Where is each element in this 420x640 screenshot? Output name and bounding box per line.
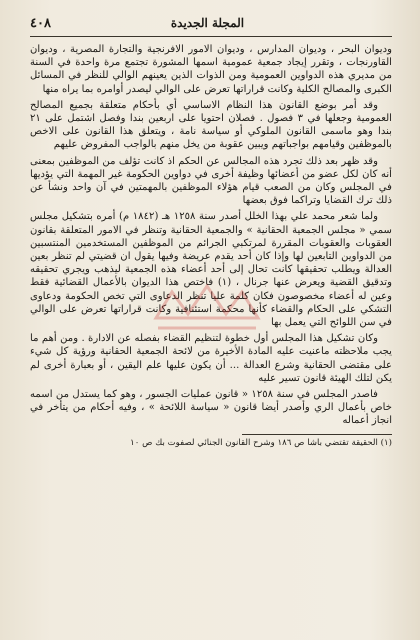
- header-rule: [30, 36, 392, 37]
- paragraph-6: فاصدر المجلس في سنة ١٢٥٨ « قانون عمليات الجسور ، وهو كما يستدل من اسمه خاص بأعمال الري وأصدر أيضا قانون « سياسة اللائحة » ، وفيه أحكام من يتأخر في انجاز أعماله: [30, 389, 392, 427]
- page-number: ٤٠٨: [30, 15, 51, 31]
- paragraph-5: وكان تشكيل هذا المجلس أول خطوة لتنظيم القضاء بفصله عن الادارة . ومن أهم ما يجب ملاحظته ماعنيت عليه المادة الأخيرة من لائحة الجمعية الحقانية ورؤية كل شيء على مقتضى الحقانية وشرع العدالة ... أن يكون عليها علم اليقين ، أو بعبارة أخرى لم يكن لتلك الهيئة قانون تسير عليه: [30, 333, 392, 384]
- paragraph-3: وقد ظهر بعد ذلك تجرد هذه المجالس عن الحكم اذ كانت تؤلف من الموظفين بمعنى أنه كان لكل عضو من أعضائها وظيفة أخرى في دواوين الحكومة غير المهمة التي يؤديها في المجلس وكان من الصعب قيام هؤلاء الموظفين بالمهمتين في آن واحد ونشأ عن ذلك ترك القضايا وتراكما فوق بعضها: [30, 155, 392, 207]
- paragraph-4: ولما شعر محمد علي بهذا الخلل أصدر سنة ١٢٥٨ هـ (١٨٤٢ م) أمره بتشكيل مجلس سمي « مجلس الجمعية الحقانية » والجمعية الحقانية وتنظر في الامور المتعلقة بقانون العقوبات والعقوبات المقررة لمرتكبي الجرائم من الموظفين المستخدمين المنتسبين من الدواوين التابعين لها وإذا كان أحد يقدم عريضة وفيها يقول ان قضيتي لم تنظر بعين العدالة ويطلب تحقيقها كانت تحال إلى أحد أعضاء هذه الجمعية ليذهب ويجري تحقيقه وتدقيق القضية ويعرض عنها جرنال ، (١) فاختص هذا الديوان بالأعمال القضائية فقط وعين له أعضاء مخصوصون فكان كلمة عليا تنظر الدعاوى التي تخص الحكومة ودعاوى التشكي على الحكام والقضاء كأنها محكمة استئنافية وكانت قراراتها تعرض على الوالي في سن اللوائح التي يعمل بها: [30, 211, 392, 329]
- paragraph-1: وديوان البحر ، وديوان المدارس ، وديوان الامور الافرنجية والتجارة المصرية ، وديوان القاورنجات ، وتقرر إيجاد جمعية عمومية اسمها المشورة تجتمع مرة واحدة في السنة من مديري هذه الدواوين العمومية ومن الذوات الذين يعينهم الوالي للنظر في المسائل الكبرى والمصالح الكلية وكانت قراراتها تعرض على الوالي ليصدر أوامره بما يراه منها: [30, 44, 392, 95]
- footnote-rule: [242, 434, 392, 435]
- page-header: [30, 14, 392, 32]
- paragraph-2: وقد أمر بوضع القانون هذا النظام الاساسي أي بأحكام متعلقة بجميع المصالح العمومية وجعلها في ٣ فصول . فصلان احتويا على اربعين بندا وفصل اشتمل على ٢١ بندا وهو ماسمى القانون الملوكي أو سياسة نامة ، ويتعلق هذا القانون على الاخص بالموظفين وقيامهم بواجباتهم ويبين عقوبة من يخل منهم بالواجب المفروض عليهم: [30, 99, 392, 151]
- footnote: (١) الحقيقة تقتضي باشا ص ١٨٦ وشرح القانون الجنائي لصفوت بك ص ١٠: [130, 437, 392, 448]
- journal-title: المجلة الجديدة: [170, 16, 245, 30]
- article-body: [30, 43, 392, 428]
